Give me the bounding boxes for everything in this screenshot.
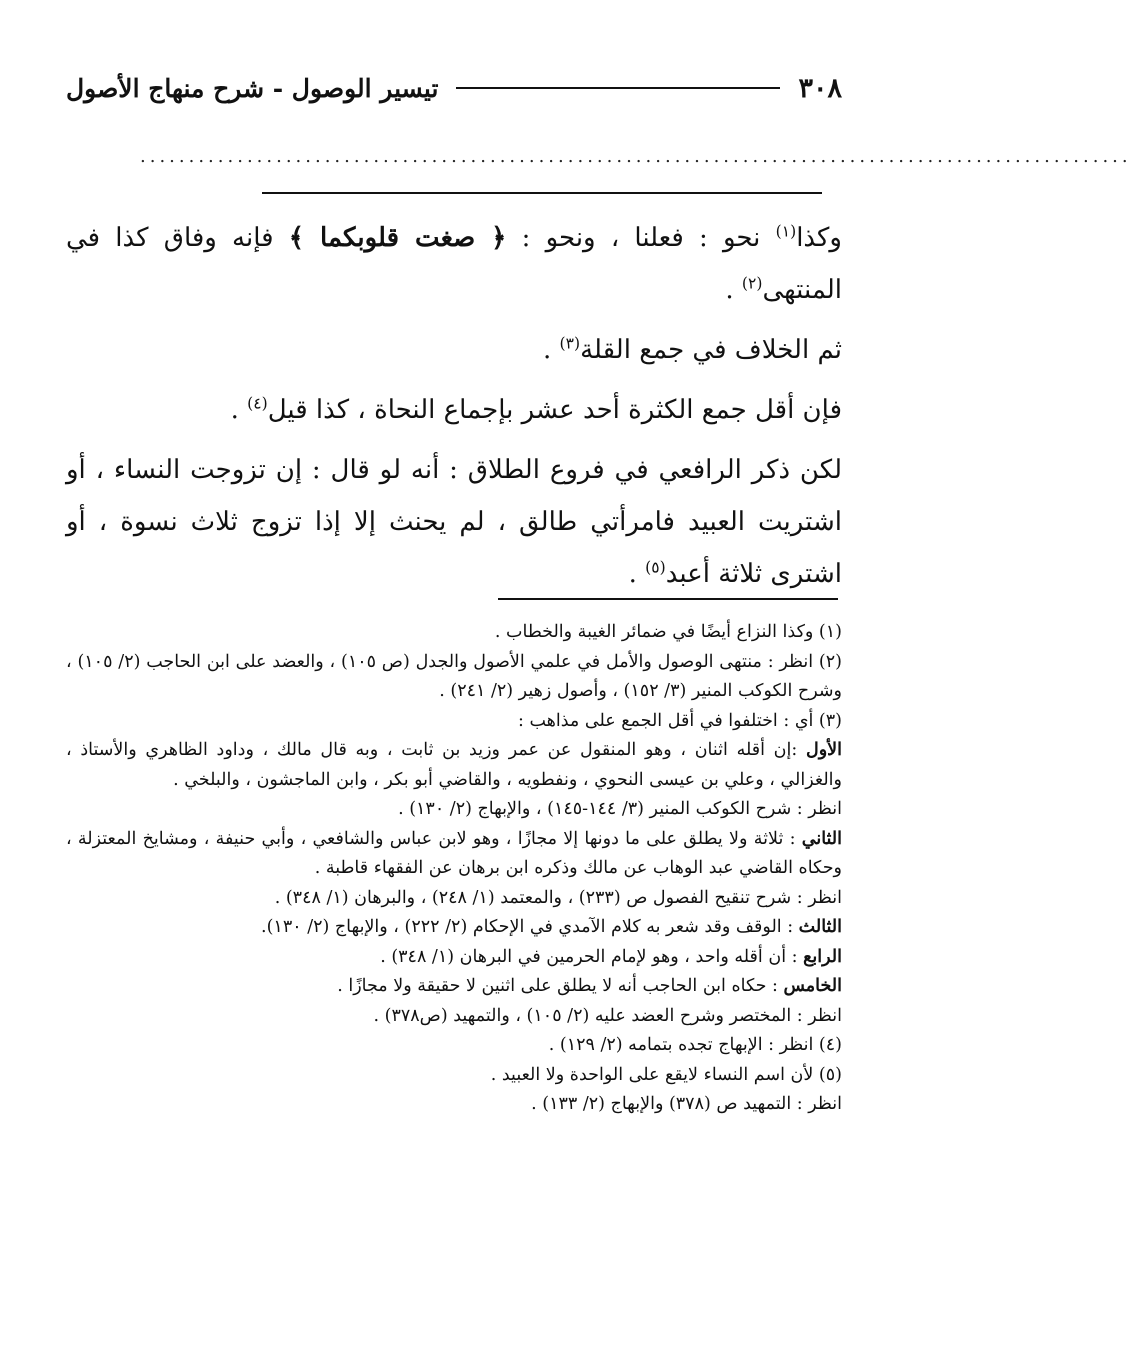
opinion-label: الثاني xyxy=(801,828,842,849)
opinion-text: : أن أقله واحد ، وهو لإمام الحرمين في البرهان (١/ ٣٤٨) . xyxy=(380,946,804,967)
footnote-3-fourth xyxy=(66,943,842,973)
page-number: ٣٠٨ xyxy=(798,72,842,104)
page-header xyxy=(66,68,842,108)
opinion-label: الأول xyxy=(805,740,842,760)
paragraph-1 xyxy=(66,212,842,316)
header-rule xyxy=(456,87,780,89)
footnote-1: (١) وكذا النزاع أيضًا في ضمائر الغيبة والخطاب . xyxy=(494,622,842,642)
opinion-text: : ثلاثة ولا يطلق على ما دونها إلا مجازًا ، وهو لابن عباس والشافعي ، وأبي حنيفة ، ومشايخ المعتزلة ، وحكاه القاضي عبد الوهاب عن مالك وذكره ابن برهان عن الفقهاء قاطبة . xyxy=(66,828,842,878)
opinion-text: :إن أقله اثنان ، وهو المنقول عن عمر وزيد بن ثابت ، وبه قال مالك ، وداود الظاهري والأستاذ ، والغزالي ، وعلي بن عيسى النحوي ، ونفطويه ، والقاضي أبو بكر ، وابن الماجشون ، والبلخي . xyxy=(66,740,842,790)
footnote-3-first xyxy=(66,736,842,795)
footnote-rule xyxy=(498,598,838,600)
dotted-separator: ...................................................................................................... xyxy=(140,146,1132,167)
text: فإن أقل جمع الكثرة أحد عشر بإجماع النحاة ، كذا قيل xyxy=(267,395,842,425)
main-text xyxy=(66,212,842,600)
opinion-text: : الوقف وقد شعر به كلام الآمدي في الإحكام (٢/ ٢٢٢) ، والإبهاج (٢/ ١٣٠). xyxy=(261,917,799,937)
footnote-3-intro: (٣) أي : اختلفوا في أقل الجمع على مذاهب : xyxy=(518,710,842,731)
footnotes xyxy=(66,618,842,1120)
text: . xyxy=(725,275,742,305)
paragraph-2 xyxy=(66,324,842,376)
text: ثم الخلاف في جمع القلة xyxy=(580,335,842,365)
footnote-5: (٥) لأن اسم النساء لايقع على الواحدة ولا العبيد . xyxy=(490,1064,842,1085)
footnote-ref-3: (٣) xyxy=(559,334,581,353)
running-title: تيسير الوصول - شرح منهاج الأصول xyxy=(66,73,439,103)
footnote-2: (٢) انظر : منتهى الوصول والأمل في علمي الأصول والجدل (ص ١٠٥) ، والعضد على ابن الحاجب (٢/ ١٠٥) ، وشرح الكوكب المنير (٣/ ١٥٢) ، وأصول زهير (٢/ ٢٤١) . xyxy=(66,651,842,701)
text: وكذا xyxy=(796,223,842,253)
text: لكن ذكر الرافعي في فروع الطلاق : أنه لو قال : إن تزوجت النساء ، أو اشتريت العبيد فامرأتي طالق ، لم يحنث إلا إذا تزوج ثلاث نسوة ، أو اشترى ثلاثة أعبد xyxy=(66,455,842,589)
text: . xyxy=(543,335,560,365)
text: . xyxy=(628,559,646,589)
footnote-ref-5: (٥) xyxy=(645,558,666,577)
footnote-3-second xyxy=(66,825,842,884)
opinion-text: : حكاه ابن الحاجب أنه لا يطلق على اثنين لا حقيقة ولا مجازًا . xyxy=(337,976,784,996)
footnote-5-ref: انظر : التمهيد ص (٣٧٨) والإبهاج (٢/ ١٣٣) . xyxy=(531,1094,842,1114)
footnote-3-first-ref: انظر : شرح الكوكب المنير (٣/ ١٤٤-١٤٥) ، والإبهاج (٢/ ١٣٠) . xyxy=(398,799,842,819)
footnote-3-fifth xyxy=(66,972,842,1002)
text: فإنه وفاق كذا في المنتهى xyxy=(66,223,842,305)
quran-verse: ﴿ صغت قلوبكما ﴾ xyxy=(288,223,507,253)
text: . xyxy=(230,395,248,425)
footnote-3-second-ref: انظر : شرح تنقيح الفصول ص (٢٣٣) ، والمعتمد (١/ ٢٤٨) ، والبرهان (١/ ٣٤٨) . xyxy=(274,887,842,908)
footnote-3-third xyxy=(66,913,842,943)
opinion-label: الخامس xyxy=(783,976,842,996)
opinion-label: الرابع xyxy=(803,946,842,967)
footnote-4: (٤) انظر : الإبهاج تجده بتمامه (٢/ ١٢٩) . xyxy=(548,1035,842,1055)
paragraph-3 xyxy=(66,384,842,436)
text: نحو : فعلنا ، ونحو : xyxy=(506,223,776,253)
matn-rule xyxy=(262,192,822,194)
footnote-ref-1: (١) xyxy=(775,222,797,241)
opinion-label: الثالث xyxy=(798,917,842,937)
footnote-ref-4: (٤) xyxy=(247,394,268,413)
paragraph-4 xyxy=(66,444,842,600)
footnote-ref-2: (٢) xyxy=(741,274,763,293)
footnote-3-fifth-ref: انظر : المختصر وشرح العضد عليه (٢/ ١٠٥) ، والتمهيد (ص٣٧٨) . xyxy=(373,1005,842,1026)
